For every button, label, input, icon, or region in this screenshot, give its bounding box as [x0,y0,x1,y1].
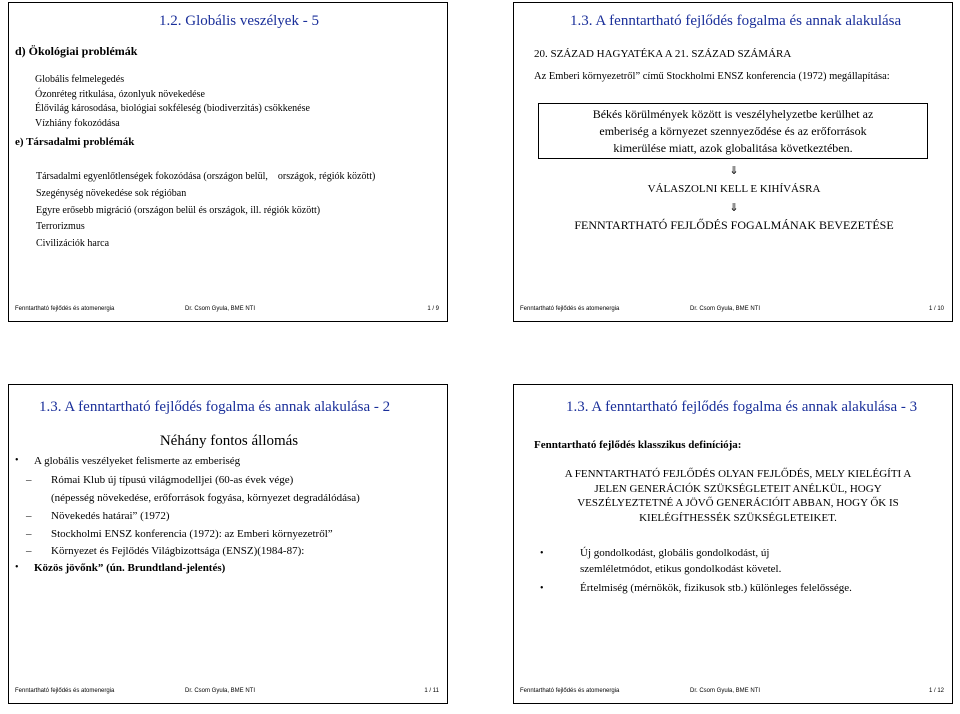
footer-left: Fenntartható fejlődés és atomenergia [15,688,115,694]
list-item: Élővilág károsodása, biológiai sokféleség (biodiverzitás) csökkenése [35,103,310,114]
definition-line: VESZÉLYEZTETNÉ A JÖVŐ GENERÁCIÓIT ABBAN, HOGY ŐK IS [577,497,899,509]
slide-2 [513,2,953,322]
bullet-icon: • [15,562,19,573]
slide-4 [513,384,953,704]
footer-left: Fenntartható fejlődés és atomenergia [15,306,115,312]
down-arrow-icon: ⇓ [729,165,739,177]
list-item: Társadalmi egyenlőtlenségek fokozódása (országon belül, országok, régiók között) [36,171,376,182]
list-item: Terrorizmus [36,221,85,233]
list-item: Római Klub új típusú világmodelljei (60-as évek vége) [51,474,294,486]
slide-footer [520,688,946,698]
definition-text [548,467,928,525]
dash-icon: – [26,545,32,557]
section-heading: 20. SZÁZAD HAGYATÉKA A 21. SZÁZAD SZÁMÁRA [534,48,792,60]
bullet-list [35,73,310,131]
dash-icon: – [26,510,32,522]
dash-icon: – [26,474,32,486]
list-item: Szegénység növekedése sok régióban [36,187,187,199]
page-number: 1 / 9 [427,306,439,312]
footer-author: Dr. Csom Gyula, BME NTI [690,688,761,694]
list-item [580,546,900,577]
slide-3 [8,384,448,704]
list-item: A globális veszélyeket felismerte az emberiség [34,455,241,467]
quote-line: emberiség a környezet szennyeződése és az erőforrások [599,124,867,138]
list-item: Egyre erősebb migráció (országon belül és országok, ill. régiók között) [36,204,321,216]
list-item: Ózonréteg ritkulása, ózonlyuk növekedése [35,88,205,100]
page-number: 1 / 11 [424,688,439,694]
footer-left: Fenntartható fejlődés és atomenergia [520,688,620,694]
bullet-icon: • [540,583,544,594]
list-item: Környezet és Fejlődés Világbizottsága (ENSZ)(1984-87): [51,545,305,557]
down-arrow-icon: ⇓ [729,202,739,214]
list-item: Civilizációk harca [36,238,110,250]
quote-box [538,103,928,159]
bullet-list [36,169,416,253]
section-heading: e) Társadalmi problémák [15,136,135,148]
section-heading: d) Ökológiai problémák [15,44,138,58]
definition-line: JELEN GENERÁCIÓK SZÜKSÉGLETEIT ANÉLKÜL, HOGY [594,482,882,495]
slide-title: 1.3. A fenntartható fejlődés fogalma és annak alakulása [570,13,902,29]
intro-text: Az Emberi környezetről” című Stockholmi ENSZ konferencia (1972) megállapítása: [534,71,890,82]
footer-author: Dr. Csom Gyula, BME NTI [690,306,761,312]
slide-title: 1.3. A fenntartható fejlődés fogalma és annak alakulása - 2 [39,399,391,415]
page-number: 1 / 10 [928,306,944,312]
quote-line: kimerülése miatt, azok globalitása következtében. [613,141,853,155]
list-item: (népesség növekedése, erőforrások fogyása, környezet degradálódása) [51,492,360,504]
list-item-line: Új gondolkodást, globális gondolkodást, új [580,547,770,559]
statement: VÁLASZOLNI KELL E KIHÍVÁSRA [647,183,821,195]
page-number: 1 / 12 [928,688,944,694]
list-item: Globális felmelegedés [35,74,125,85]
dash-icon: – [26,528,32,540]
slide-footer [520,306,946,316]
bullet-icon: • [15,455,19,466]
definition-line: KIELÉGÍTHESSÉK SZÜKSÉGLETEIKET. [639,511,837,524]
bullet-icon: • [540,548,544,559]
list-item-line: szemléletmódot, etikus gondolkodást követel. [580,562,782,575]
slide-title: 1.3. A fenntartható fejlődés fogalma és annak alakulása - 3 [566,399,918,415]
slide-footer [15,306,441,316]
footer-author: Dr. Csom Gyula, BME NTI [185,688,256,694]
list-item: Közös jövőnk” (ún. Brundtland-jelentés) [34,562,226,574]
definition-line: A FENNTARTHATÓ FEJLŐDÉS OLYAN FEJLŐDÉS, MELY KIELÉGÍTI A [564,468,912,480]
slide-title: 1.2. Globális veszélyek - 5 [159,13,319,29]
slide-1 [8,2,448,322]
list-item: Vízhiány fokozódása [35,117,120,129]
slide-subtitle: Néhány fontos állomás [159,433,299,449]
slide-footer [15,688,441,698]
statement: FENNTARTHATÓ FEJLŐDÉS FOGALMÁNAK BEVEZETÉSE [574,218,894,232]
definition-label: Fenntartható fejlődés klasszikus definíciója: [534,439,742,451]
list-item: Stockholmi ENSZ konferencia (1972): az Emberi környezetről” [51,528,333,540]
list-item: Növekedés határai” (1972) [51,510,170,522]
quote-line: Békés körülmények között is veszélyhelyzetbe kerülhet az [592,107,874,121]
footer-author: Dr. Csom Gyula, BME NTI [185,306,256,312]
list-item: Értelmiség (mérnökök, fizikusok stb.) különleges felelőssége. [580,582,852,594]
footer-left: Fenntartható fejlődés és atomenergia [520,306,620,312]
